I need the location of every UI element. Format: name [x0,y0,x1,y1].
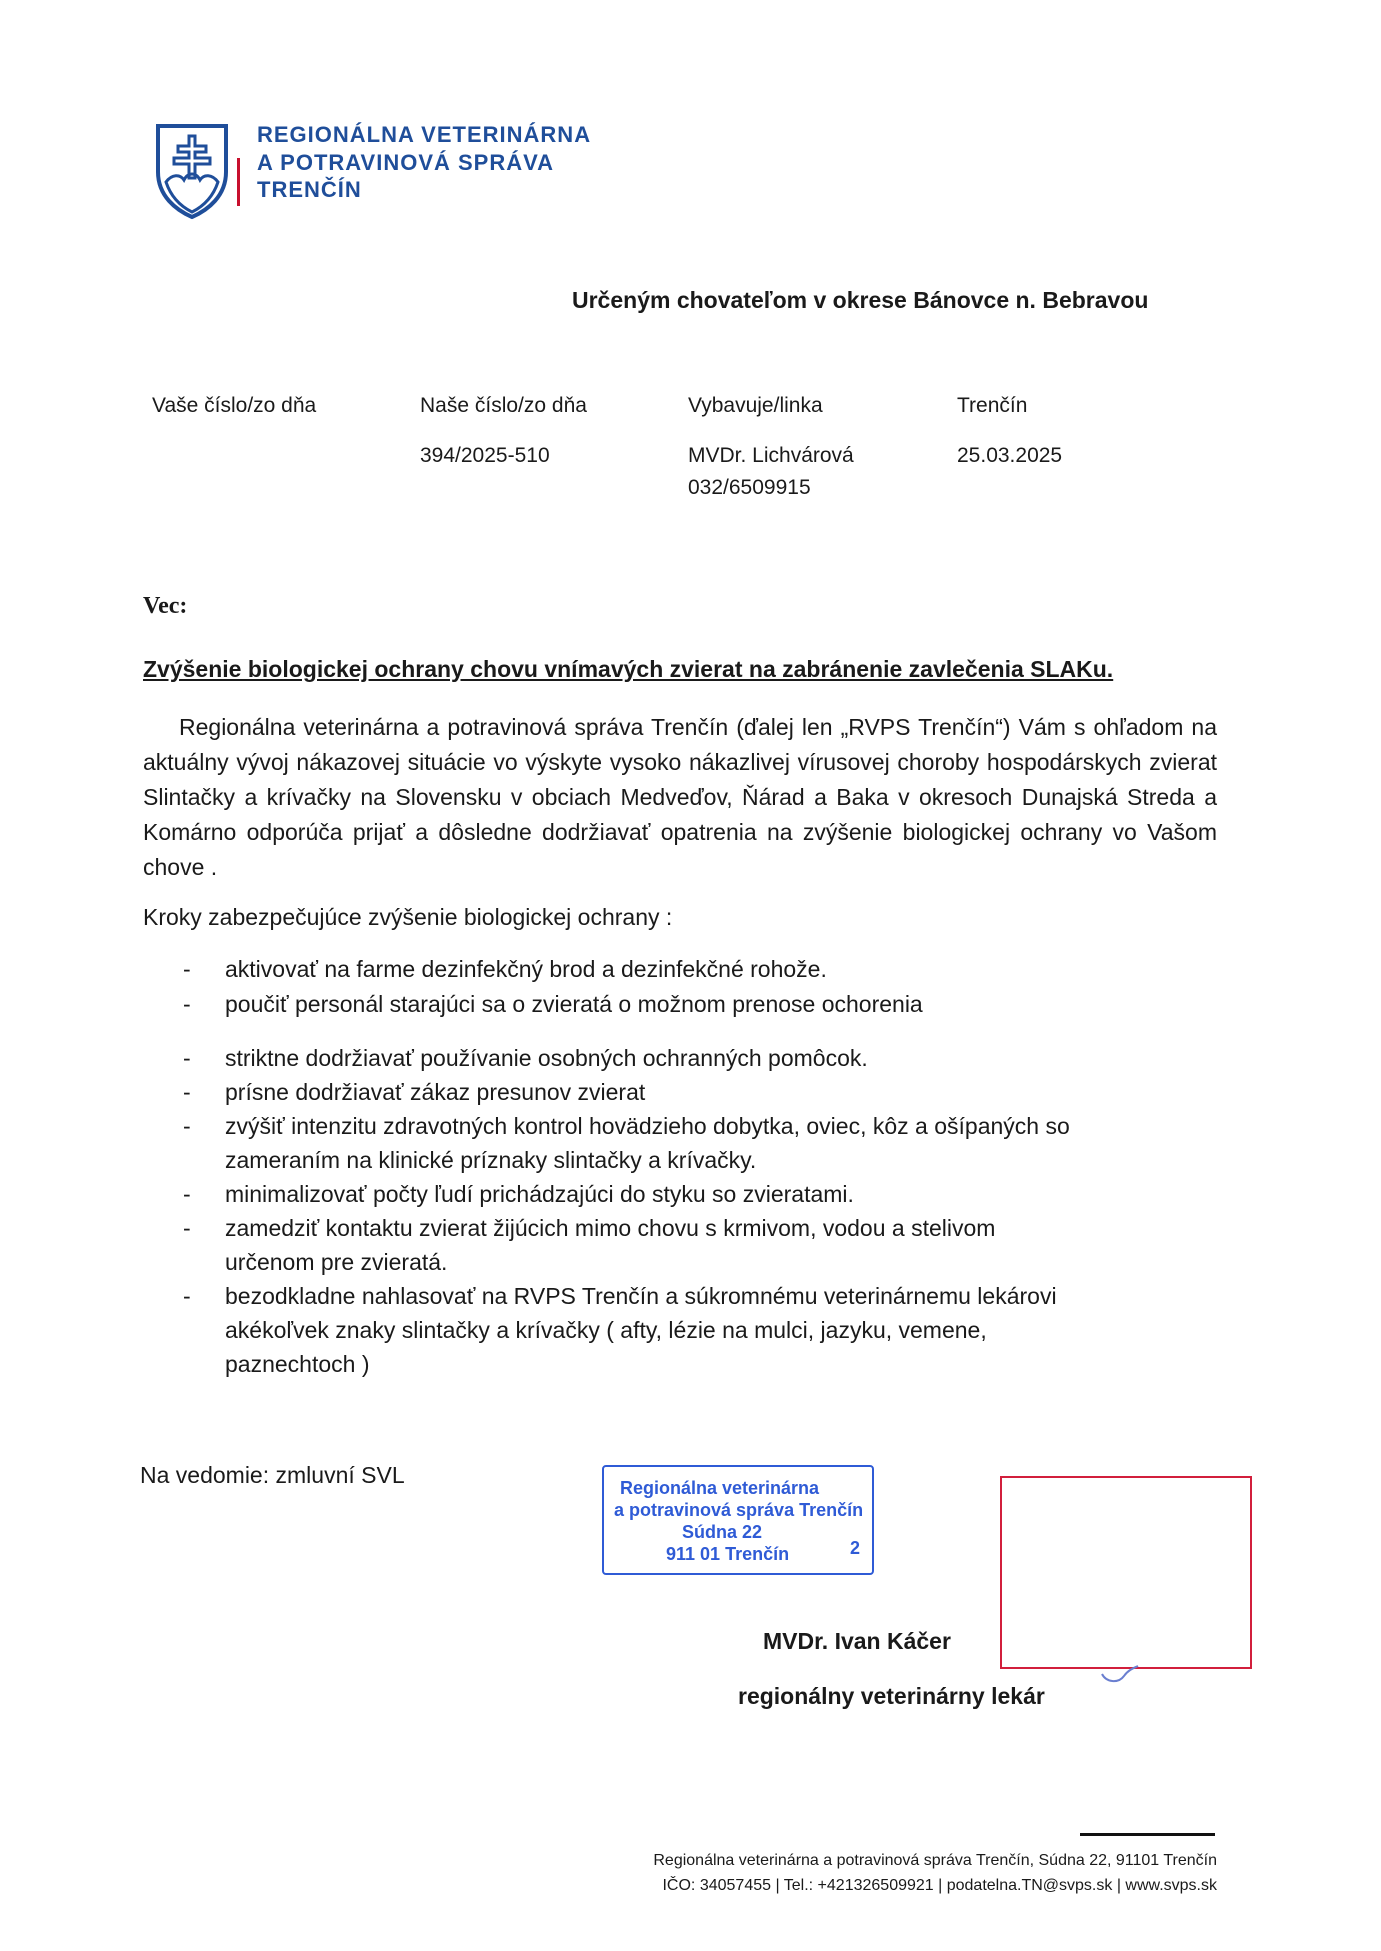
cc-note: Na vedomie: zmluvní SVL [140,1462,405,1488]
place-label: Trenčín [957,394,1028,417]
org-name-line3: TRENČÍN [257,177,362,202]
handled-by-label: Vybavuje/linka [688,394,823,417]
intro-paragraph: Regionálna veterinárna a potravinová správa Trenčín (ďalej len „RVPS Trenčín“) Vám s ohľadom na aktuálny vývoj nákazovej situácie vo výskyte vysoko nákazlivej vírusovej choroby hospodárskych zvierat Slintačky a krívačky na Slovensku v obciach Medveďov, Ňárad a Baka v okresoch Dunajská Streda a Komárno odporúča prijať a dôsledne dodržiavať opatrenia na zvýšenie biologickej ochrany vo Vašom chove . [143,714,1217,880]
list-dash: - [183,956,191,982]
footer-rule [1080,1833,1215,1836]
list-item-text: zvýšiť intenzitu zdravotných kontrol hovädzieho dobytka, oviec, kôz a ošípaných so [225,1113,1070,1139]
list-item-text: prísne dodržiavať zákaz presunov zvierat [225,1079,646,1105]
coat-of-arms-icon [152,120,232,220]
logo-divider [237,158,240,206]
official-stamp [602,1465,874,1575]
subject-title: Zvýšenie biologickej ochrany chovu vnímavých zvierat na zabránenie zavlečenia SLAKu. [143,656,1114,682]
list-item-text: bezodkladne nahlasovať na RVPS Trenčín a súkromnému veterinárnemu lekárovi [225,1283,1057,1309]
your-ref-label: Vaše číslo/zo dňa [152,394,317,417]
list-dash: - [183,1215,191,1241]
handled-by-phone: 032/6509915 [688,476,811,499]
signature-redaction-box [1000,1476,1252,1669]
date-value: 25.03.2025 [957,444,1063,467]
list-dash: - [183,1045,191,1071]
handled-by-name: MVDr. Lichvárová [688,444,854,467]
footer-contacts: IČO: 34057455 | Tel.: +421326509921 | podatelna.TN@svps.sk | www.svps.sk [662,1877,1217,1894]
stamp-line4: 911 01 Trenčín [666,1544,790,1564]
list-dash: - [183,1181,191,1207]
recipient: Určeným chovateľom v okrese Bánovce n. Bebravou [572,287,1149,313]
list-item-continuation: akékoľvek znaky slintačky a krívačky ( afty, lézie na mulci, jazyku, vemene, [225,1317,987,1343]
signer-title: regionálny veterinárny lekár [738,1683,1045,1709]
list-dash: - [183,1283,191,1309]
org-name-line1: REGIONÁLNA VETERINÁRNA [257,122,592,147]
stamp-line3: Súdna 22 [682,1522,763,1542]
list-item-continuation: zameraním na klinické príznaky slintačky a krívačky. [225,1147,757,1173]
steps-title: Kroky zabezpečujúce zvýšenie biologickej ochrany : [143,904,673,930]
subject-label: Vec: [143,593,188,619]
stamp-line1: Regionálna veterinárna [620,1478,820,1498]
list-dash: - [183,1113,191,1139]
org-name-line2: A POTRAVINOVÁ SPRÁVA [257,150,555,175]
stamp-number: 2 [849,1538,860,1558]
list-item-text: minimalizovať počty ľudí prichádzajúci do styku so zvieratami. [225,1181,854,1207]
our-ref-value: 394/2025-510 [420,444,550,467]
our-ref-label: Naše číslo/zo dňa [420,394,587,417]
list-dash: - [183,1079,191,1105]
list-item-text: aktivovať na farme dezinfekčný brod a dezinfekčné rohože. [225,956,827,982]
list-item-text: poučiť personál starajúci sa o zvieratá o možnom prenose ochorenia [225,991,923,1017]
list-item-text: zamedziť kontaktu zvierat žijúcich mimo chovu s krmivom, vodou a stelivom [225,1215,996,1241]
signature-stroke [1100,1660,1140,1686]
list-item-continuation: určenom pre zvieratá. [225,1249,448,1275]
list-item-text: striktne dodržiavať používanie osobných ochranných pomôcok. [225,1045,868,1071]
list-item-continuation: paznechtoch ) [225,1351,370,1377]
footer-address: Regionálna veterinárna a potravinová správa Trenčín, Súdna 22, 91101 Trenčín [653,1852,1217,1869]
signer-name: MVDr. Ivan Káčer [763,1628,951,1654]
stamp-line2: a potravinová správa Trenčín [614,1500,864,1520]
list-dash: - [183,991,191,1017]
